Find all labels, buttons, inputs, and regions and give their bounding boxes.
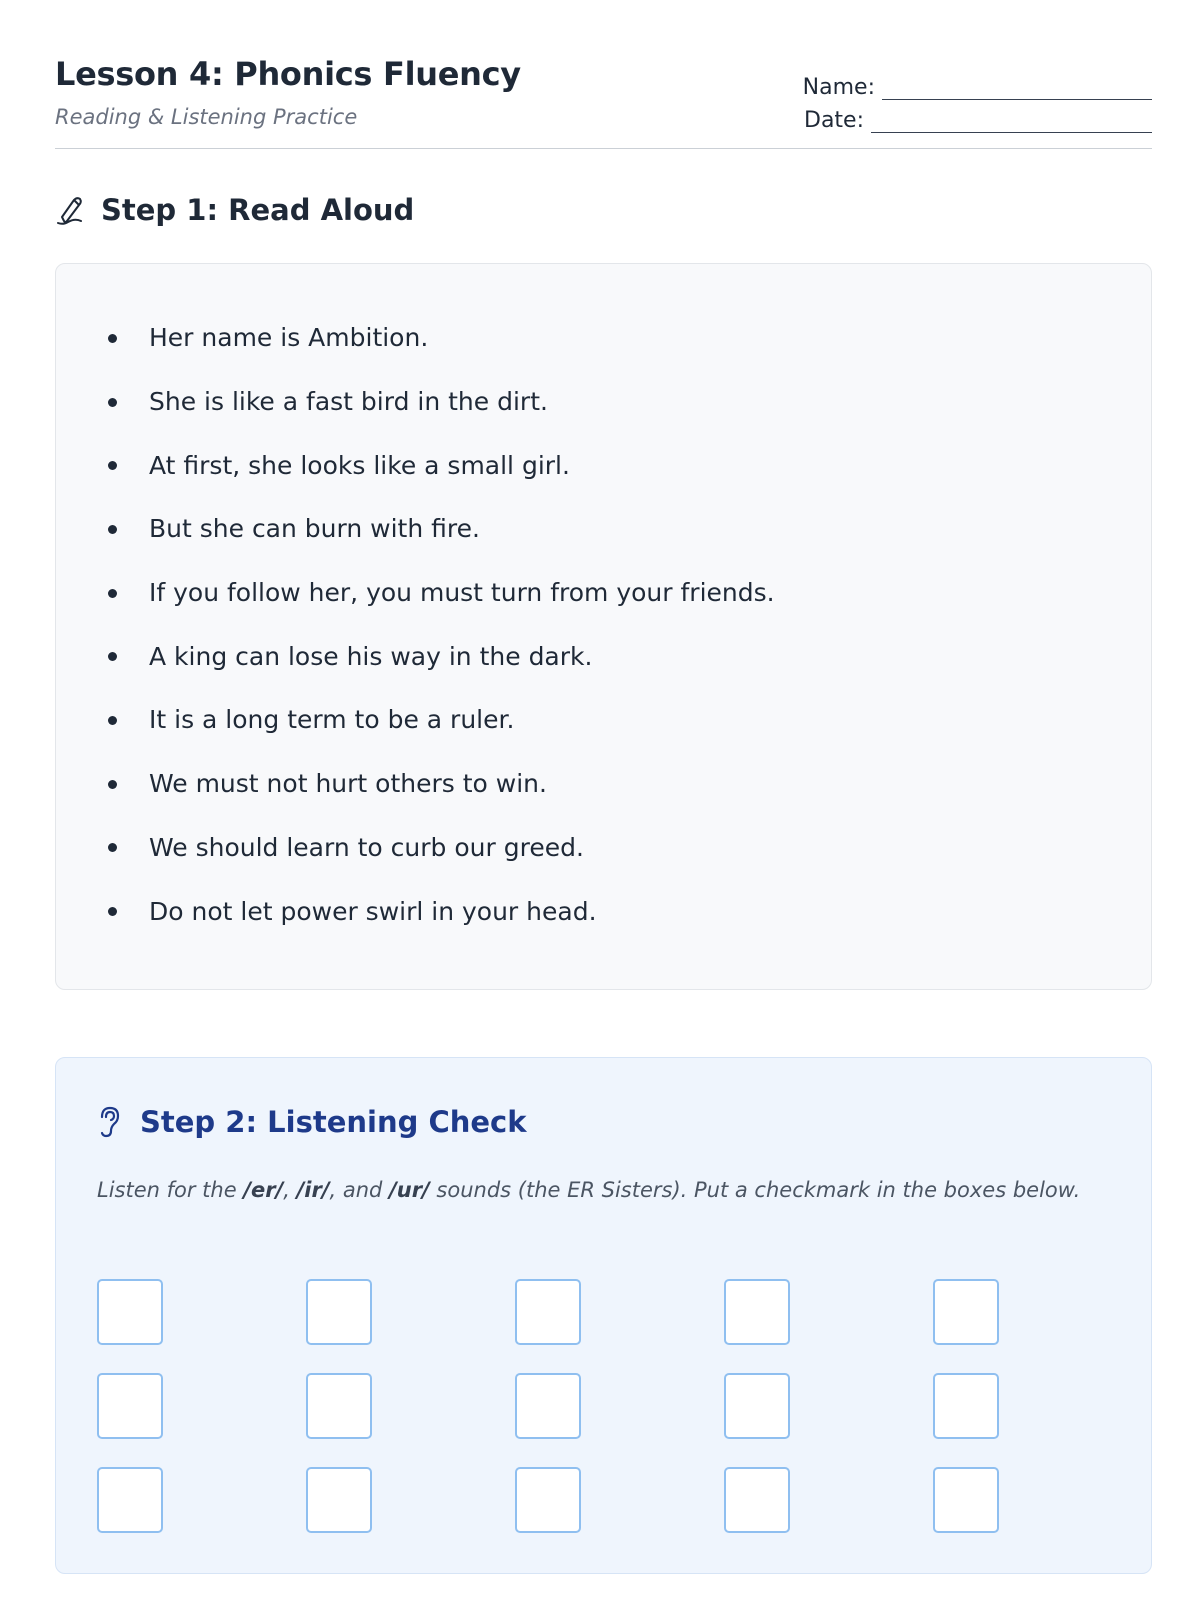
- answer-checkbox[interactable]: [933, 1279, 999, 1345]
- name-field[interactable]: [882, 78, 1152, 100]
- answer-checkbox[interactable]: [97, 1467, 163, 1533]
- bullet-dot: [108, 461, 117, 470]
- date-field[interactable]: [871, 111, 1152, 133]
- sentence-item: We should learn to curb our greed.: [56, 816, 1151, 880]
- answer-checkbox[interactable]: [515, 1279, 581, 1345]
- answer-checkbox[interactable]: [306, 1373, 372, 1439]
- writing-hand-icon: [55, 193, 85, 227]
- sound-ur: /ur/: [389, 1178, 430, 1202]
- page-subtitle: Reading & Listening Practice: [55, 105, 358, 129]
- answer-checkbox[interactable]: [724, 1467, 790, 1533]
- answer-checkbox[interactable]: [933, 1467, 999, 1533]
- step2-heading: [96, 1104, 527, 1140]
- step1-heading: [55, 193, 414, 227]
- date-row: [803, 100, 1152, 133]
- sentence-item: Do not let power swirl in your head.: [56, 879, 1151, 943]
- ear-icon: [96, 1104, 124, 1140]
- page-title: Lesson 4: Phonics Fluency: [55, 55, 521, 93]
- answer-checkbox[interactable]: [97, 1373, 163, 1439]
- bullet-dot: [108, 780, 117, 789]
- answer-checkbox[interactable]: [515, 1373, 581, 1439]
- worksheet-header: [55, 55, 1152, 149]
- name-label: Name:: [802, 75, 875, 100]
- read-aloud-card: [55, 263, 1152, 990]
- bullet-dot: [108, 652, 117, 661]
- answer-checkbox[interactable]: [306, 1279, 372, 1345]
- sentence-item: But she can burn with fire.: [56, 497, 1151, 561]
- bullet-dot: [108, 716, 117, 725]
- sentence-list: [56, 306, 1151, 943]
- bullet-dot: [108, 334, 117, 343]
- name-row: [803, 67, 1152, 100]
- bullet-dot: [108, 843, 117, 852]
- bullet-dot: [108, 525, 117, 534]
- answer-checkbox[interactable]: [306, 1467, 372, 1533]
- instructions-text: Listen for the /er/, /ir/, and /ur/ sounds (the ER Sisters). Put a checkmark in the boxes below.: [97, 1178, 1081, 1202]
- sound-er: /er/: [243, 1178, 284, 1202]
- sentence-item: We must not hurt others to win.: [56, 752, 1151, 816]
- answer-checkbox[interactable]: [933, 1373, 999, 1439]
- sentence-item: Her name is Ambition.: [56, 306, 1151, 370]
- answer-checkbox[interactable]: [724, 1373, 790, 1439]
- bullet-dot: [108, 589, 117, 598]
- sentence-item: At first, she looks like a small girl.: [56, 433, 1151, 497]
- answer-checkbox[interactable]: [515, 1467, 581, 1533]
- answer-checkbox[interactable]: [97, 1279, 163, 1345]
- sentence-item: If you follow her, you must turn from your friends.: [56, 561, 1151, 625]
- listening-check-card: [55, 1057, 1152, 1574]
- date-label: Date:: [804, 108, 864, 133]
- step2-title: Step 2: Listening Check: [140, 1105, 527, 1139]
- sentence-item: It is a long term to be a ruler.: [56, 688, 1151, 752]
- sentence-item: She is like a fast bird in the dirt.: [56, 370, 1151, 434]
- sound-ir: /ir/: [296, 1178, 330, 1202]
- bullet-dot: [108, 398, 117, 407]
- answer-checkbox[interactable]: [724, 1279, 790, 1345]
- step1-title: Step 1: Read Aloud: [101, 193, 415, 227]
- name-date-block: [803, 67, 1152, 133]
- sentence-item: A king can lose his way in the dark.: [56, 624, 1151, 688]
- bullet-dot: [108, 907, 117, 916]
